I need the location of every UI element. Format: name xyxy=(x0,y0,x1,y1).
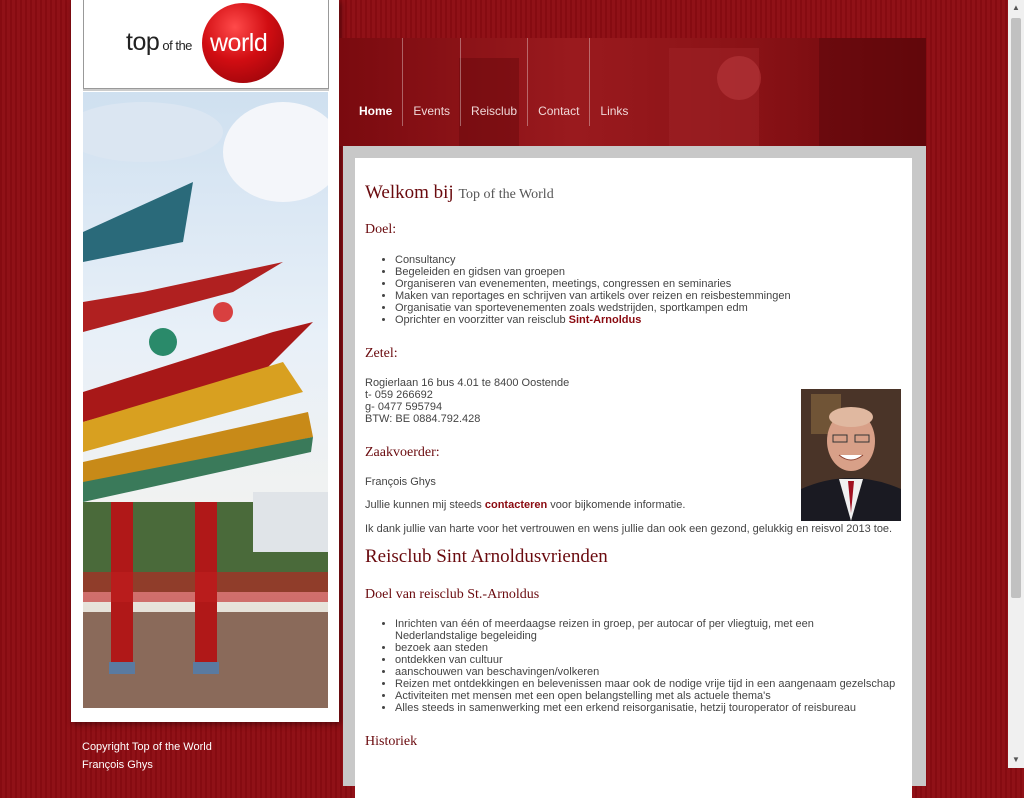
list-item: • Maken van reportages en schrijven van artikels over reizen en reisbestemmingen xyxy=(395,290,791,302)
contact-suffix: voor bijkomende informatie. xyxy=(550,499,686,511)
list-item-text: Nederlandstalige begeleiding xyxy=(395,630,537,642)
zetel-address xyxy=(365,377,569,425)
list-item-text: Oprichter en voorzitter van reisclub xyxy=(395,314,566,326)
historiek-heading: Historiek xyxy=(365,734,418,749)
sint-arnoldus-link[interactable]: Sint-Arnoldus xyxy=(568,314,642,326)
list-item xyxy=(395,618,895,642)
welcome-subtitle: Top of the World xyxy=(458,187,554,202)
doel-heading: Doel: xyxy=(365,222,397,237)
nav-links[interactable]: Links xyxy=(600,104,629,118)
vat-line: BTW: BE 0884.792.428 xyxy=(365,413,481,425)
list-item: • Begeleiden en gidsen van groepen xyxy=(395,266,791,278)
logo-text xyxy=(126,28,192,57)
list-item: • Consultancy xyxy=(395,254,791,266)
doel-list xyxy=(365,254,791,326)
portrait-photo xyxy=(801,389,901,521)
left-column xyxy=(71,0,339,722)
list-item-text: Inrichten van één of meerdaagse reizen in groep, per autocar of per vliegtuig, met een xyxy=(395,618,814,630)
logo[interactable] xyxy=(83,0,329,89)
scrollbar[interactable] xyxy=(1008,0,1024,768)
welcome-title: Welkom bij xyxy=(365,182,454,203)
thanks-paragraph: Ik dank jullie van harte voor het vertrouwen en wens jullie dan ook een gezond, gelukkig en reisvol 2013 toe. xyxy=(365,523,893,535)
scroll-thumb[interactable] xyxy=(1011,18,1021,598)
list-item xyxy=(395,314,791,326)
list-item: • Activiteiten met mensen met een open belangstelling met als actuele thema's xyxy=(395,690,895,702)
logo-globe-icon xyxy=(202,3,284,83)
scroll-up-icon[interactable]: ▲ xyxy=(1012,3,1020,12)
reisclub-title: Reisclub Sint Arnoldusvrienden xyxy=(365,546,608,567)
welcome-heading xyxy=(365,182,554,204)
mobile-line: g- 0477 595794 xyxy=(365,401,443,413)
zetel-heading: Zetel: xyxy=(365,346,398,361)
list-item: • Organisatie van sportevenementen zoals wedstrijden, sportkampen edm xyxy=(395,302,791,314)
logo-word-of-the: of the xyxy=(162,38,192,53)
list-item: • bezoek aan steden xyxy=(395,642,895,654)
list-item: • Organiseren van evenementen, meetings, congressen en seminaries xyxy=(395,278,791,290)
list-item: • Alles steeds in samenwerking met een erkend reisorganisatie, hetzij touroperator of reisbureau xyxy=(395,702,895,714)
zaakvoerder-heading: Zaakvoerder: xyxy=(365,445,440,460)
reisclub-list xyxy=(365,618,895,714)
logo-word-world: world xyxy=(210,29,268,57)
address-line: Rogierlaan 16 bus 4.01 te 8400 Oostende xyxy=(365,377,570,389)
content-frame xyxy=(343,146,926,786)
content-area xyxy=(355,158,912,798)
reisclub-heading: Doel van reisclub St.-Arnoldus xyxy=(365,587,540,602)
contact-paragraph xyxy=(365,499,685,511)
zaakvoerder-name: François Ghys xyxy=(365,476,436,488)
list-item: • Reizen met ontdekkingen en belevenissen maar ook de nodige vrije tijd in een aangenaam gezelschap xyxy=(395,678,895,690)
nav-contact[interactable]: Contact xyxy=(528,38,590,126)
contacteren-link[interactable]: contacteren xyxy=(484,499,548,511)
footer-author: François Ghys xyxy=(82,759,153,771)
main-nav xyxy=(339,38,638,126)
contact-prefix: Jullie kunnen mij steeds xyxy=(365,499,482,511)
footer-copyright: Copyright Top of the World xyxy=(82,741,212,753)
nav-events[interactable]: Events xyxy=(403,38,461,126)
phone-line: t- 059 266692 xyxy=(365,389,433,401)
logo-word-top: top xyxy=(126,28,160,56)
footer xyxy=(82,738,212,774)
list-item: • ontdekken van cultuur xyxy=(395,654,895,666)
temple-image xyxy=(83,92,328,708)
nav-home[interactable]: Home xyxy=(339,38,403,126)
list-item: • aanschouwen van beschavingen/volkeren xyxy=(395,666,895,678)
nav-reisclub[interactable]: Reisclub xyxy=(461,38,528,126)
scroll-down-icon[interactable]: ▼ xyxy=(1012,755,1020,764)
